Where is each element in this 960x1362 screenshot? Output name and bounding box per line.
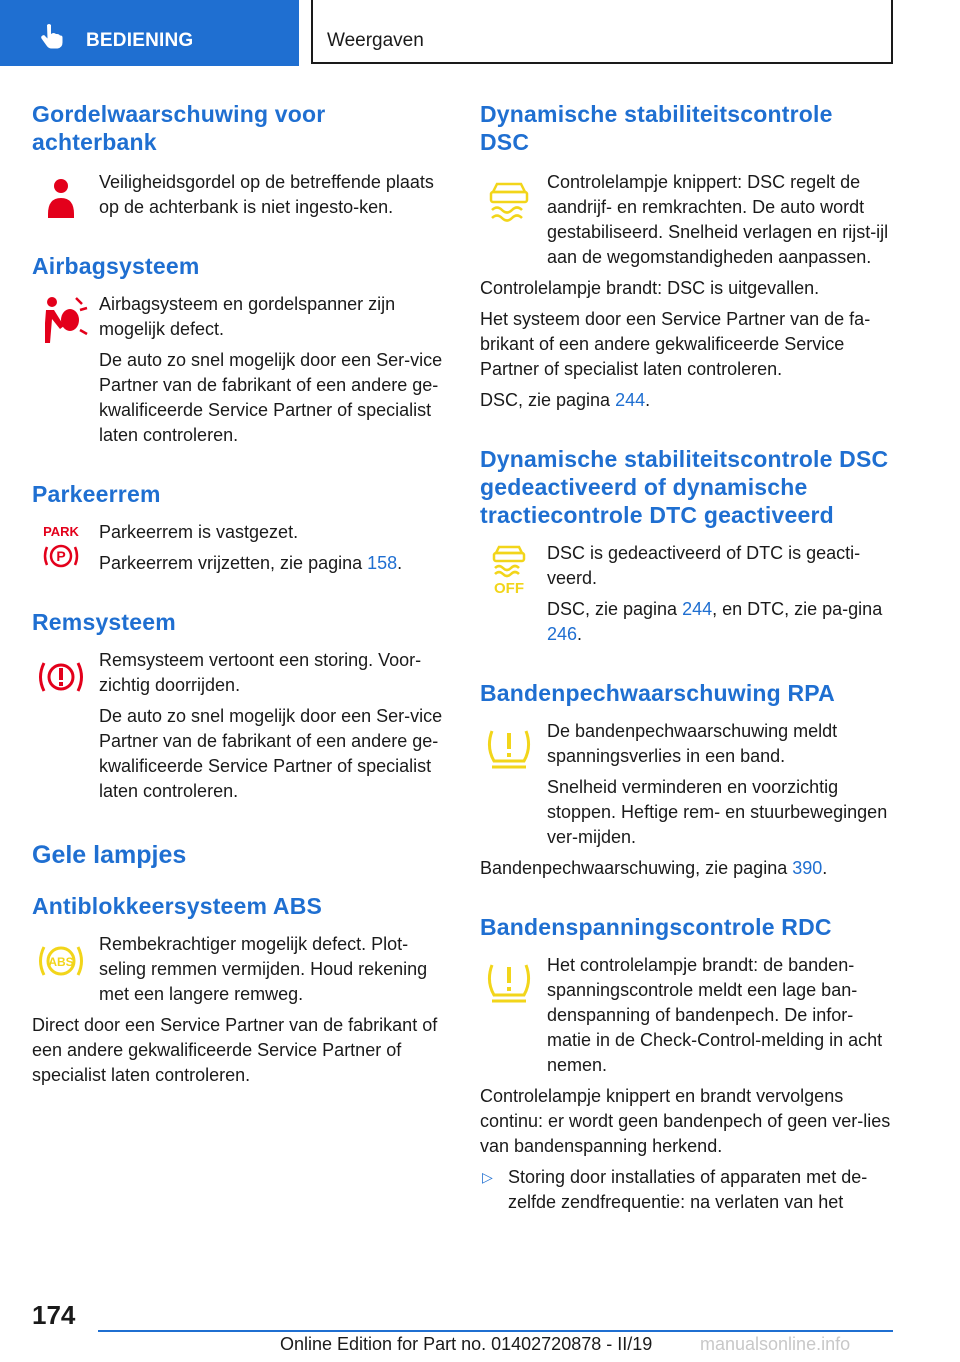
section-tab[interactable]: [311, 0, 893, 64]
hand-pointer-icon: [38, 22, 66, 50]
edition-text: Online Edition for Part no. 01402720878 - II/19: [280, 1334, 653, 1354]
heading-rpa: Bandenpechwaarschuwing RPA: [480, 680, 835, 706]
dsc-off-text-2-a: DSC, zie pagina: [547, 599, 683, 619]
dsc-off-icon-text: OFF: [494, 580, 524, 597]
rdc-bullet-text: Storing door installaties of apparaten met de-zelfde zendfrequentie: na verlaten van het: [508, 1167, 868, 1212]
rpa-text-3-suffix: .: [822, 858, 828, 878]
dsc-text-4-suffix: .: [645, 390, 651, 410]
airbag-text-1: Airbagsysteem en gordelspanner zijn mogelijk defect.: [99, 294, 396, 339]
rdc-text-1: Het controlelampje brandt: de banden-spanningscontrole meldt een lage ban-denspanning of bandenpech. De infor-matie in de Check-Control-melding in acht nemen.: [547, 955, 883, 1075]
dsc-off-text-1: DSC is gedeactiveerd of DTC is geacti-veerd.: [547, 543, 861, 588]
triangle-bullet-icon: ▷: [482, 1169, 493, 1185]
rpa-text-3-prefix: Bandenpechwaarschuwing, zie pagina: [480, 858, 793, 878]
abs-text-2: Direct door een Service Partner van de fabrikant of een andere gekwalificeerde Service Partner of specialist laten controleren.: [32, 1015, 438, 1085]
page-link-246[interactable]: 246: [547, 624, 578, 644]
dsc-block: [480, 170, 895, 413]
airbag-text-2: [32, 348, 447, 448]
dsc-off-text-2-c: .: [577, 624, 583, 644]
tire-pressure-icon: [480, 953, 538, 1011]
park-text-1: Parkeerrem is vastgezet.: [99, 522, 299, 542]
rem-block: [32, 648, 447, 804]
dsc-off-text-2: [480, 597, 895, 647]
rem-text-1: Remsysteem vertoont een storing. Voor-zichtig doorrijden.: [99, 650, 422, 695]
page-link-244-b[interactable]: 244: [682, 599, 713, 619]
rem-text-2: De auto zo snel mogelijk door een Ser-vice Partner van de fabrikant of een andere ge-kwalificeerde Service Partner of specialist laten controleren.: [99, 706, 443, 801]
parking-brake-icon: [32, 520, 90, 578]
dsc-text-3: Het systeem door een Service Partner van de fa-brikant of een andere gekwalificeerde Service Partner of specialist laten controleren.: [480, 309, 871, 379]
page-number: 174: [32, 1300, 76, 1330]
left-column: [32, 100, 447, 1088]
dsc-off-block: [480, 541, 895, 647]
rpa-block: [480, 719, 895, 881]
chapter-label: BEDIENING: [86, 30, 194, 51]
dsc-off-icon: [480, 541, 538, 599]
abs-icon-text: ABS: [48, 955, 74, 969]
park-text-2: [32, 551, 447, 576]
park-icon-text: PARK: [43, 524, 79, 539]
heading-gordel: Gordelwaarschuwing voor achterbank: [32, 101, 326, 155]
abs-icon: [32, 932, 90, 990]
dsc-text-4-prefix: DSC, zie pagina: [480, 390, 616, 410]
rpa-text-2: Snelheid verminderen en voorzichtig stoppen. Heftige rem- en stuurbewegingen ver-mijden.: [547, 777, 888, 847]
seatbelt-rear-icon: [32, 170, 90, 228]
page-link-390[interactable]: 390: [792, 858, 823, 878]
rdc-block: [480, 953, 895, 1215]
page-link-158[interactable]: 158: [367, 553, 398, 573]
heading-abs: Antiblokkeersysteem ABS: [32, 893, 323, 919]
heading-dsc-off: Dynamische stabiliteitscontrole DSC gedeactiveerd of dynamische tractiecontrole DTC geactiveerd: [480, 446, 889, 528]
heading-gele-lampjes: Gele lampjes: [32, 841, 187, 869]
header-bar: [0, 0, 960, 66]
heading-airbag: Airbagsysteem: [32, 253, 200, 279]
brake-system-icon: [32, 648, 90, 706]
rpa-text-3: [480, 856, 895, 881]
park-block: [32, 520, 447, 576]
heading-rem: Remsysteem: [32, 609, 176, 635]
section-label: Weergaven: [327, 30, 424, 51]
footer-divider: [98, 1330, 893, 1332]
park-icon-letter: P: [56, 548, 66, 564]
watermark: manualsonline.info: [700, 1334, 851, 1354]
dsc-off-text-2-b: , en DTC, zie pa-gina: [712, 599, 883, 619]
heading-park: Parkeerrem: [32, 481, 161, 507]
tire-warning-icon: [480, 719, 538, 777]
rdc-bullet: [480, 1165, 895, 1215]
page-link-244[interactable]: 244: [615, 390, 646, 410]
dsc-text-4: [480, 388, 895, 413]
abs-text-1: Rembekrachtiger mogelijk defect. Plot-seling remmen vermijden. Houd rekening met een langere remweg.: [99, 934, 428, 1004]
dsc-text-1: Controlelampje knippert: DSC regelt de aandrijf- en remkrachten. De auto wordt gestabiliseerd. Snelheid verlagen en rijst-ijl aan de wegomstandigheden aanpassen.: [547, 172, 889, 267]
park-text-2-prefix: Parkeerrem vrijzetten, zie pagina: [99, 553, 368, 573]
rdc-text-2: Controlelampje knippert en brandt vervolgens continu: er wordt geen bandenpech of geen ver-lies van bandenspanning herkend.: [480, 1086, 891, 1156]
airbag-icon: [32, 292, 90, 350]
heading-dsc: Dynamische stabiliteitscontrole DSC: [480, 101, 833, 155]
right-column: [480, 100, 895, 1215]
airbag-block: [32, 292, 447, 448]
abs-block: [32, 932, 447, 1088]
gordel-block: [32, 170, 447, 220]
dsc-text-2: Controlelampje brandt: DSC is uitgevallen.: [480, 278, 820, 298]
park-text-2-suffix: .: [397, 553, 403, 573]
rpa-text-1: De bandenpechwaarschuwing meldt spanningsverlies in een band.: [547, 721, 838, 766]
gordel-text: Veiligheidsgordel op de betreffende plaats op de achterbank is niet ingesto-ken.: [99, 172, 434, 217]
chapter-tab[interactable]: [0, 0, 299, 66]
dsc-icon: [480, 170, 538, 228]
heading-rdc: Bandenspanningscontrole RDC: [480, 914, 832, 940]
airbag-text-2-span: De auto zo snel mogelijk door een Ser-vice Partner van de fabrikant of een andere ge-kwalificeerde Service Partner of specialist laten controleren.: [99, 350, 443, 445]
